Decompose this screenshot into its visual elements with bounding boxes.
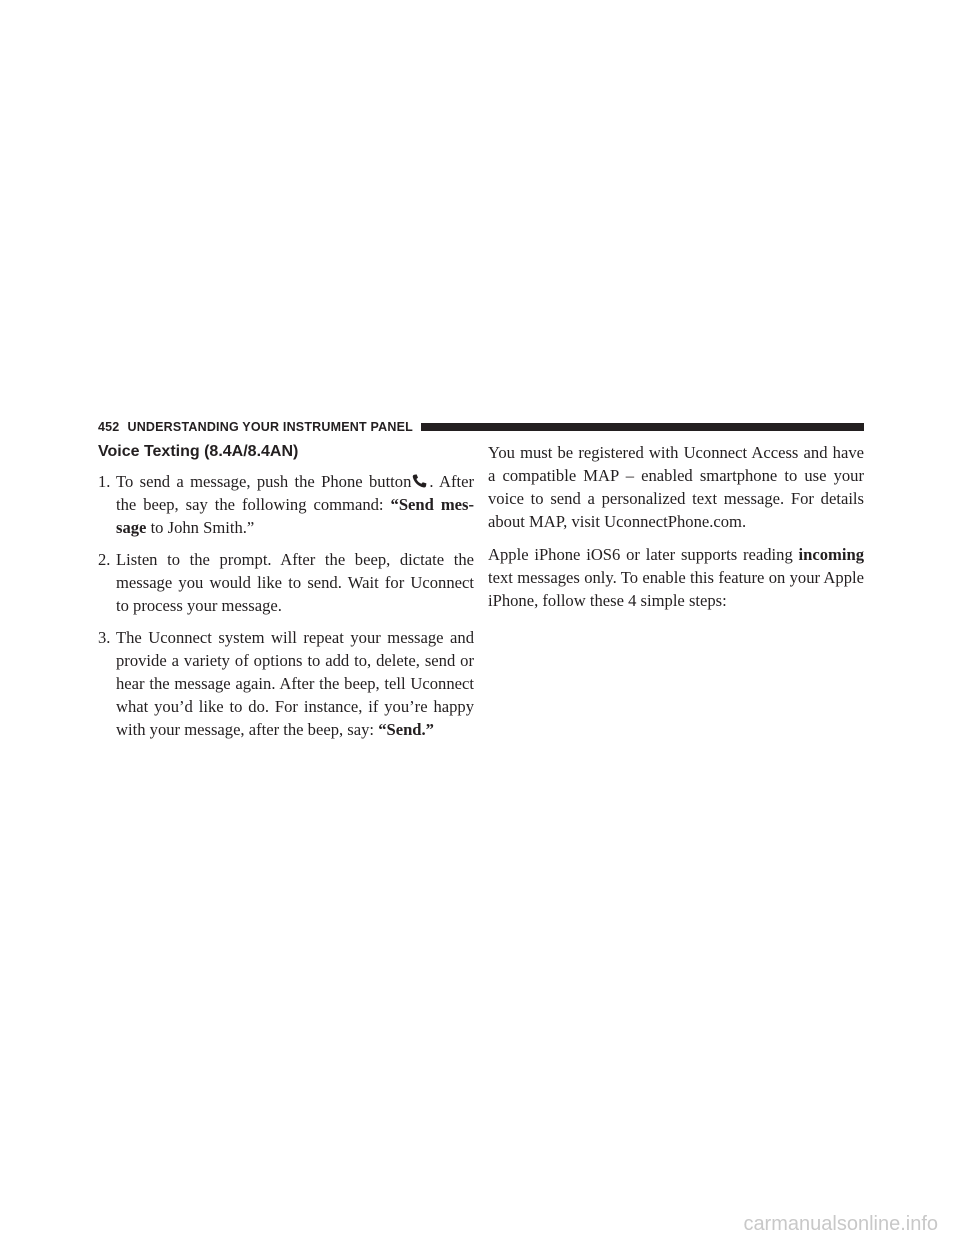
registration-paragraph: You must be registered with Uconnect Access and have a compatible MAP – enabled smartphone to use your voice to send a personalized text message. For details about MAP, visit UconnectPhone.com.	[488, 443, 864, 531]
step-number: 2.	[98, 550, 111, 569]
phone-icon	[412, 474, 428, 488]
iphone-paragraph	[488, 543, 864, 612]
chapter-title: UNDERSTANDING YOUR INSTRUMENT PANEL	[127, 420, 413, 434]
right-column	[488, 441, 864, 622]
section-title: Voice Texting (8.4A/8.4AN)	[98, 443, 299, 460]
step-1	[98, 470, 474, 539]
step-text-part: . After the beep, say the following command:	[116, 472, 474, 514]
step-text-part: to John Smith.”	[146, 518, 255, 537]
paragraph-text-part: text messages only. To enable this feature on your Apple iPhone, follow these 4 simple steps:	[488, 568, 864, 610]
step-number: 3.	[98, 628, 111, 647]
step-number: 1.	[98, 472, 111, 491]
step-text-part: To send a message, push the Phone button	[116, 472, 412, 491]
watermark: carmanualsonline.info	[743, 1213, 938, 1235]
paragraph-text-part: Apple iPhone iOS6 or later supports reading	[488, 545, 799, 564]
step-text	[116, 470, 474, 539]
step-text-part: The Uconnect system will repeat your message and provide a variety of options to add to, delete, send or hear the message again. After the beep, tell Uconnect what you’d like to do. For instance, if you’re happy with your message, after the beep, say:	[116, 628, 474, 739]
emphasis-text: incoming	[798, 545, 864, 564]
step-text: Listen to the prompt. After the beep, dictate the message you would like to send. Wait for Uconnect to process your message.	[116, 550, 474, 615]
page-number: 452	[98, 420, 120, 434]
step-command: “Send mes- sage	[116, 495, 475, 537]
step-2	[98, 548, 474, 617]
step-command: “Send.”	[378, 720, 434, 739]
step-3	[98, 626, 474, 741]
header-rule	[421, 423, 864, 431]
page-header	[98, 417, 864, 437]
steps-list	[98, 470, 474, 750]
step-text	[116, 626, 474, 741]
